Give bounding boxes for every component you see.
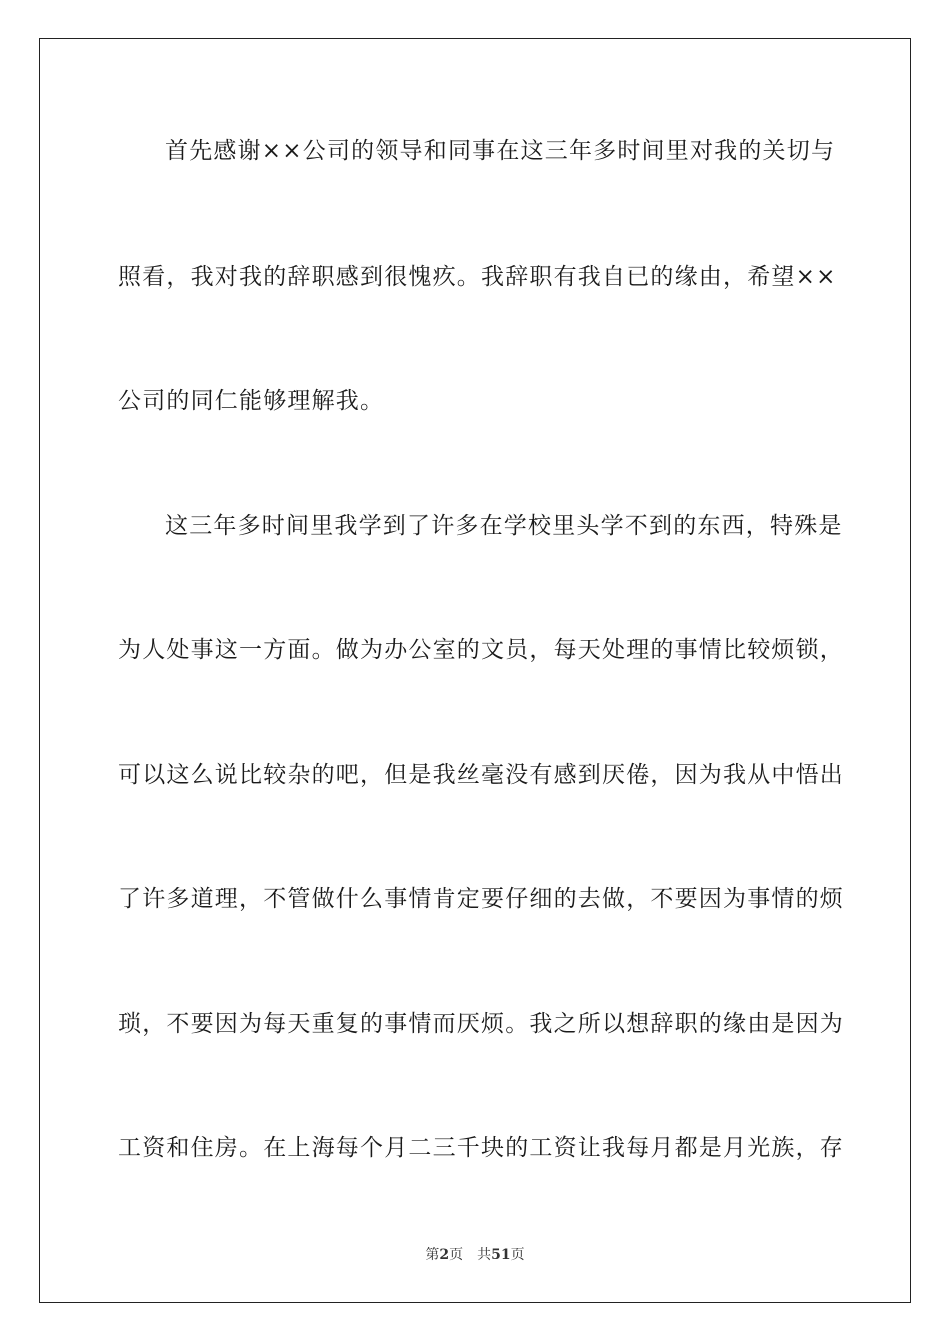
paragraph-1-line-1: 首先感谢××公司的领导和同事在这三年多时间里对我的关切与 — [165, 138, 836, 164]
page-footer — [0, 1244, 950, 1264]
footer-total-prefix: 共 — [477, 1247, 492, 1263]
page-border — [39, 38, 911, 1303]
paragraph-2-line-6: 工资和住房。在上海每个月二三千块的工资让我每月都是月光族，存 — [118, 1135, 844, 1161]
paragraph-1-line-2: 照看，我对我的辞职感到很愧疚。我辞职有我自已的缘由，希望×× — [118, 264, 837, 290]
footer-total-pages: 51 — [491, 1247, 511, 1263]
paragraph-2-line-4: 了许多道理，不管做什么事情肯定要仔细的去做，不要因为事情的烦 — [118, 886, 844, 912]
paragraph-2-line-2: 为人处事这一方面。做为办公室的文员，每天处理的事情比较烦锁， — [118, 637, 844, 663]
paragraph-2-line-3: 可以这么说比较杂的吧，但是我丝毫没有感到厌倦，因为我从中悟出 — [118, 762, 844, 788]
footer-page-prefix: 第 — [425, 1247, 440, 1263]
paragraph-1-line-3: 公司的同仁能够理解我。 — [118, 388, 385, 414]
paragraph-2-line-5: 琐，不要因为每天重复的事情而厌烦。我之所以想辞职的缘由是因为 — [118, 1011, 844, 1037]
paragraph-2-line-1: 这三年多时间里我学到了许多在学校里头学不到的东西，特殊是 — [165, 513, 843, 539]
footer-page-number: 2 — [439, 1247, 450, 1263]
footer-page-suffix: 页 — [449, 1247, 464, 1263]
footer-total-suffix: 页 — [510, 1247, 525, 1263]
